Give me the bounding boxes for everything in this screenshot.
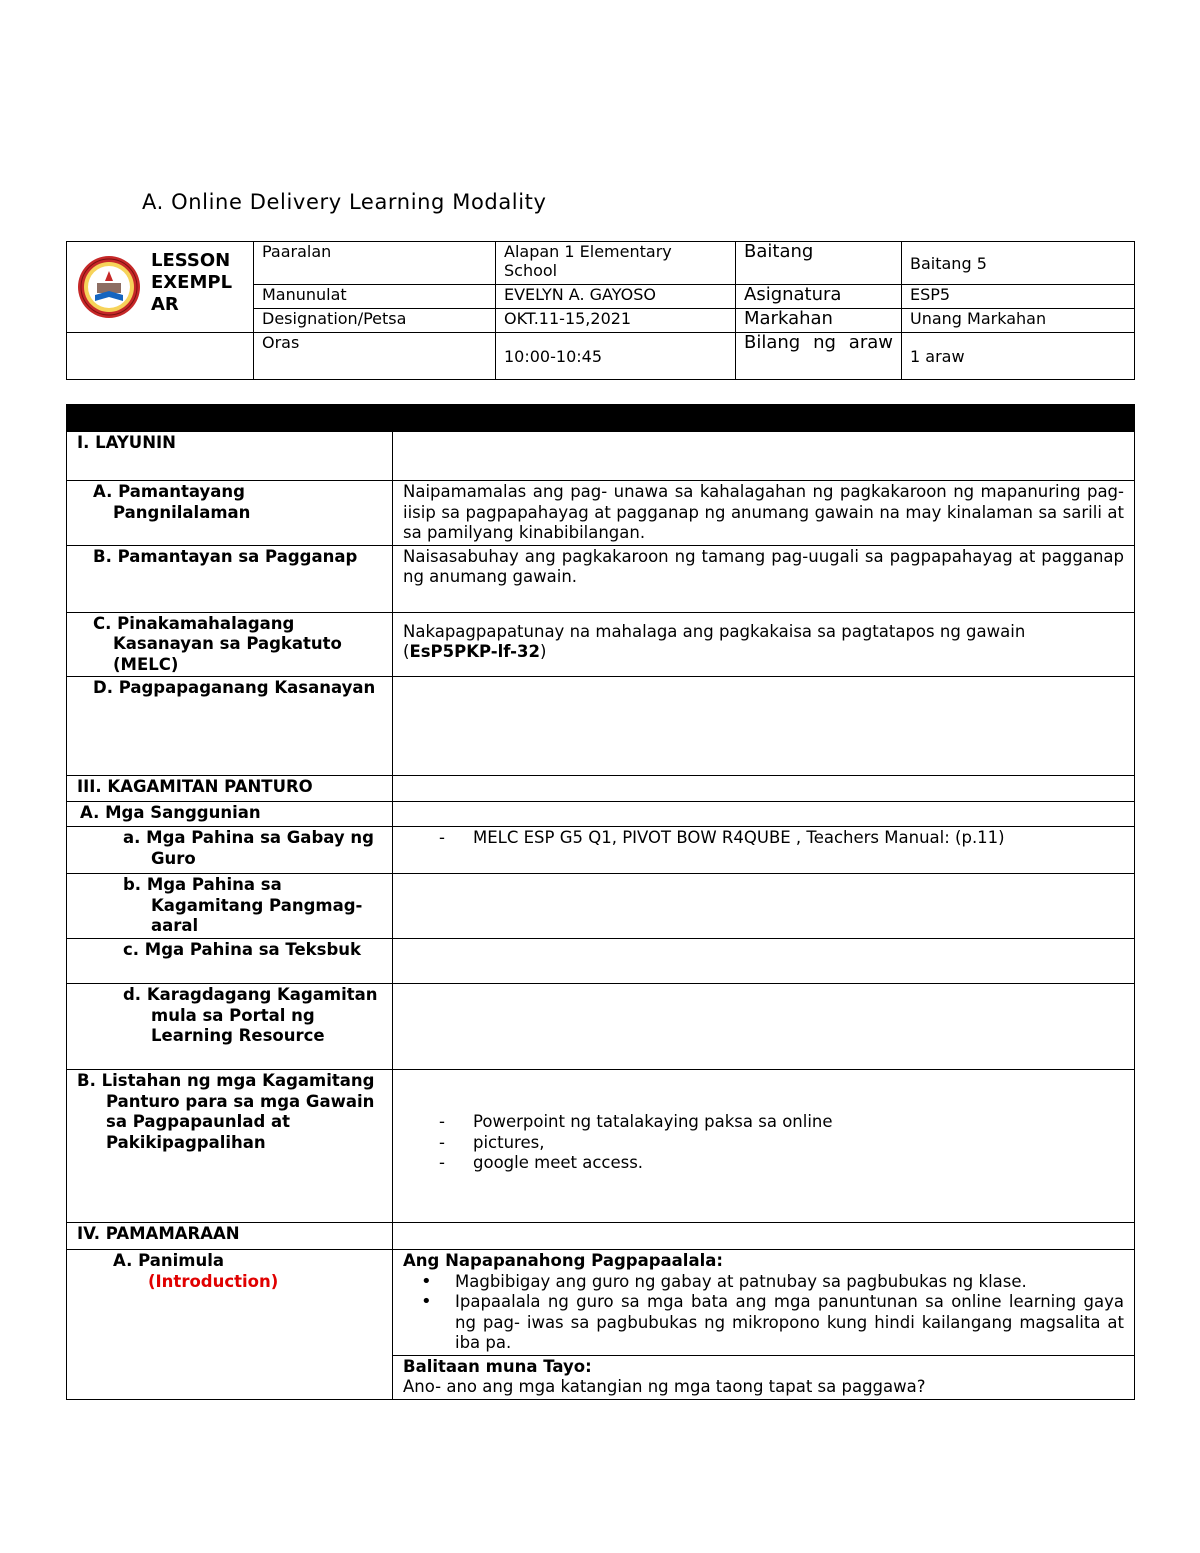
row-label: b. Mga Pahina sa Kagamitang Pangmag-aaral	[67, 874, 393, 939]
row-label-layunin: I. LAYUNIN	[67, 432, 393, 481]
row-label: C. Pinakamahalagang Kasanayan sa Pagkatuto (MELC)	[67, 612, 393, 677]
header-value: Alapan 1 Elementary School	[496, 242, 736, 285]
row-content	[393, 939, 1135, 984]
header-value: EVELYN A. GAYOSO	[496, 285, 736, 309]
table-header-bar	[67, 405, 1135, 432]
header-value: Baitang 5	[902, 242, 1135, 285]
panimula-sub-label: (Introduction)	[148, 1271, 279, 1291]
row-content	[393, 802, 1135, 827]
header-value: OKT.11-15,2021	[496, 309, 736, 333]
panimula-label: A. Panimula	[113, 1251, 225, 1270]
header-value: 10:00-10:45	[496, 333, 736, 380]
row-content: Naisasabuhay ang pagkakaroon ng tamang pag-uugali sa pagpapahayag at pagganap ng anumang gawain.	[393, 545, 1135, 612]
header-label: Paaralan	[254, 242, 496, 285]
list-item: • Magbibigay ang guro ng gabay at patnubay sa pagbubukas ng klase.	[403, 1272, 1124, 1293]
melc-code-open: (	[403, 642, 410, 661]
row-label: A. Pamantayang Pangnilalaman	[67, 481, 393, 546]
lesson-plan-table	[66, 404, 1135, 1400]
row-content	[393, 776, 1135, 802]
header-label: Asignatura	[736, 285, 902, 309]
row-content	[393, 612, 1135, 677]
row-label: B. Pamantayan sa Pagganap	[67, 545, 393, 612]
header-label: Oras	[254, 333, 496, 380]
row-label: D. Pagpapaganang Kasanayan	[67, 677, 393, 776]
row-label: A. Mga Sanggunian	[67, 802, 393, 827]
row-label: d. Karagdagang Kagamitan mula sa Portal ng Learning Resource	[67, 984, 393, 1070]
list-item: - MELC ESP G5 Q1, PIVOT BOW R4QUBE , Teachers Manual: (p.11)	[403, 828, 1124, 849]
lesson-header-table	[66, 241, 1135, 380]
header-label: Designation/Petsa	[254, 309, 496, 333]
melc-code-close: )	[540, 642, 547, 661]
row-content	[393, 1250, 1135, 1356]
row-content	[393, 1070, 1135, 1223]
section-text: Ano- ano ang mga katangian ng mga taong tapat sa paggawa?	[403, 1377, 926, 1396]
row-label: IV. PAMAMARAAN	[67, 1223, 393, 1250]
row-content	[393, 1223, 1135, 1250]
page-title: A. Online Delivery Learning Modality	[142, 190, 547, 214]
row-content	[393, 874, 1135, 939]
row-label: a. Mga Pahina sa Gabay ng Guro	[67, 827, 393, 874]
melc-text: Nakapagpapatunay na mahalaga ang pagkakaisa sa pagtatapos ng gawain	[403, 621, 1026, 641]
section-title: Balitaan muna Tayo:	[403, 1356, 592, 1376]
row-label: B. Listahan ng mga Kagamitang Panturo para sa mga Gawain sa Pagpapaunlad at Pakikipagpalihan	[67, 1070, 393, 1223]
header-label: Baitang	[736, 242, 902, 285]
header-value: 1 araw	[902, 333, 1135, 380]
list-item: - Powerpoint ng tatalakaying paksa sa online	[403, 1112, 1124, 1133]
header-label: Manunulat	[254, 285, 496, 309]
list-item: - google meet access.	[403, 1153, 1124, 1174]
header-empty-cell	[67, 333, 254, 380]
header-label: Markahan	[736, 309, 902, 333]
row-content	[393, 827, 1135, 874]
row-label: III. KAGAMITAN PANTURO	[67, 776, 393, 802]
row-content	[393, 984, 1135, 1070]
header-value: Unang Markahan	[902, 309, 1135, 333]
row-content	[393, 677, 1135, 776]
row-content	[393, 432, 1135, 481]
header-value: ESP5	[902, 285, 1135, 309]
row-label: c. Mga Pahina sa Teksbuk	[67, 939, 393, 984]
lesson-title: LESSON EXEMPL AR	[151, 250, 233, 315]
header-label: Bilang ng araw	[736, 333, 902, 380]
lesson-logo-cell	[67, 242, 254, 333]
row-content	[393, 1355, 1135, 1399]
school-seal-icon	[77, 255, 141, 319]
row-label-panimula	[67, 1250, 393, 1400]
row-content: Naipamamalas ang pag- unawa sa kahalagahan ng pagkakaroon ng mapanuring pag- iisip sa pagpapahayag at pagganap ng anumang gawain na may kinalaman sa sarili at sa pamilyang kinabibilangan.	[393, 481, 1135, 546]
section-title: Ang Napapanahong Pagpapaalala:	[403, 1251, 723, 1270]
list-item: - pictures,	[403, 1133, 1124, 1154]
melc-code: EsP5PKP-lf-32	[409, 642, 540, 661]
list-item: • Ipapaalala ng guro sa mga bata ang mga panuntunan sa online learning gaya ng pag- iwas sa pagbubukas ng mikropono kung hindi kailangang magsalita at iba pa.	[403, 1292, 1124, 1354]
